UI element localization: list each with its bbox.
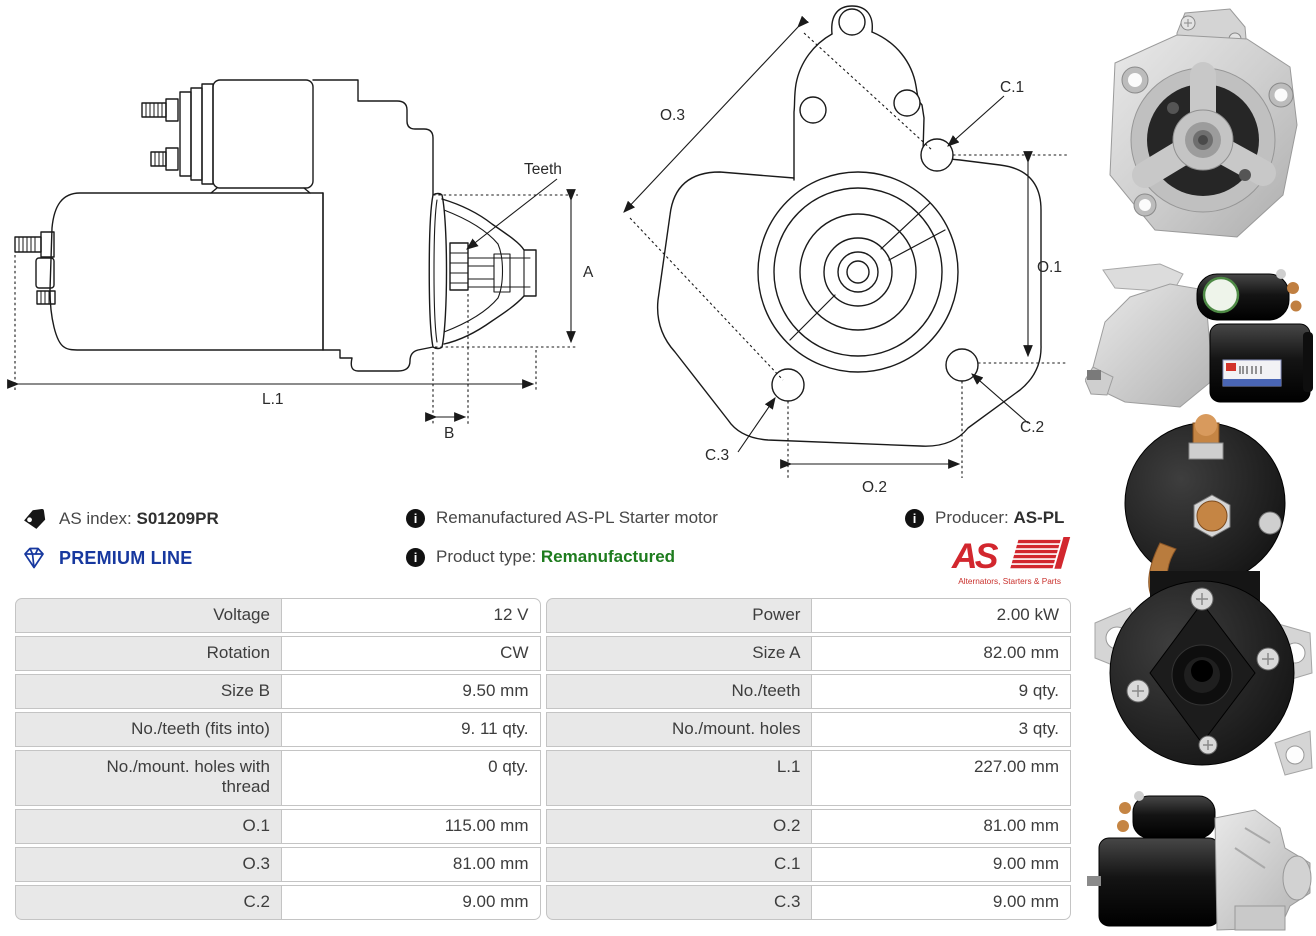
spec-label: L.1	[546, 750, 813, 806]
svg-text:i: i	[413, 510, 418, 526]
starter-side-view-diagram	[0, 0, 620, 470]
product-description: Remanufactured AS-PL Starter motor	[436, 508, 718, 527]
spec-value: 2.00 kW	[811, 598, 1071, 633]
dim-label-teeth: Teeth	[524, 161, 562, 178]
info-icon	[406, 548, 425, 567]
table-row	[546, 885, 1072, 920]
table-row	[546, 636, 1072, 671]
spec-label: C.1	[546, 847, 813, 882]
spec-value: 9 qty.	[811, 674, 1071, 709]
table-row	[546, 847, 1072, 882]
spec-label: C.3	[546, 885, 813, 920]
spec-label: No./mount. holes with thread	[15, 750, 282, 806]
product-photo-front[interactable]	[1085, 5, 1315, 265]
premium-line-row	[20, 545, 192, 571]
table-row	[546, 598, 1072, 633]
spec-value: 81.00 mm	[811, 809, 1071, 844]
spec-value: 0 qty.	[281, 750, 541, 806]
producer-value: AS-PL	[1013, 508, 1065, 527]
spec-value: 9.00 mm	[811, 847, 1071, 882]
svg-text:i: i	[413, 549, 418, 565]
producer-label: Producer:	[935, 508, 1009, 527]
spec-label: No./mount. holes	[546, 712, 813, 747]
spec-value: 115.00 mm	[281, 809, 541, 844]
dim-label-c2: C.2	[1020, 419, 1045, 436]
spec-table-left	[15, 598, 541, 920]
spec-table-right	[546, 598, 1072, 920]
svg-text:i: i	[912, 510, 917, 526]
spec-label: Size B	[15, 674, 282, 709]
spec-value: 81.00 mm	[281, 847, 541, 882]
table-row	[15, 885, 541, 920]
dim-label-a: A	[583, 264, 594, 281]
table-row	[546, 809, 1072, 844]
dim-label-b: B	[444, 425, 455, 442]
description-row	[406, 508, 718, 528]
spec-label: Rotation	[15, 636, 282, 671]
spec-label: Voltage	[15, 598, 282, 633]
dim-label-o2: O.2	[862, 479, 887, 496]
product-type-value: Remanufactured	[540, 547, 676, 566]
table-row	[15, 598, 541, 633]
spec-label: Size A	[546, 636, 813, 671]
as-index-label: AS index:	[59, 509, 132, 528]
diamond-icon	[20, 545, 48, 571]
product-photo-rear[interactable]	[1090, 413, 1315, 793]
producer-row	[905, 508, 1064, 528]
as-pl-logo	[950, 536, 1075, 595]
table-row	[546, 674, 1072, 709]
spec-value: 9. 11 qty.	[281, 712, 541, 747]
product-photo-side[interactable]	[1085, 262, 1315, 432]
as-index-row	[22, 506, 219, 532]
dim-label-c1: C.1	[1000, 79, 1025, 96]
table-row	[15, 750, 541, 806]
tag-icon	[22, 506, 48, 532]
info-icon	[406, 509, 425, 528]
spec-label: No./teeth (fits into)	[15, 712, 282, 747]
dim-label-o3: O.3	[660, 107, 685, 124]
table-row	[15, 712, 541, 747]
spec-label: O.2	[546, 809, 813, 844]
spec-value: CW	[281, 636, 541, 671]
spec-label: C.2	[15, 885, 282, 920]
spec-value: 9.00 mm	[811, 885, 1071, 920]
spec-label: O.1	[15, 809, 282, 844]
spec-value: 3 qty.	[811, 712, 1071, 747]
info-icon	[905, 509, 924, 528]
logo-tagline: Alternators, Starters & Parts	[958, 577, 1061, 587]
dim-label-o1: O.1	[1037, 259, 1062, 276]
as-index-value: S01209PR	[136, 509, 219, 528]
table-row	[15, 636, 541, 671]
product-type-row	[406, 547, 675, 567]
spec-value: 12 V	[281, 598, 541, 633]
premium-line-label: PREMIUM LINE	[59, 547, 193, 568]
starter-front-view-diagram	[600, 0, 1080, 500]
spec-value: 227.00 mm	[811, 750, 1071, 806]
product-type-label: Product type:	[436, 547, 537, 566]
dim-label-c3: C.3	[705, 447, 730, 464]
logo-text: AS	[951, 536, 996, 576]
spec-value: 9.00 mm	[281, 885, 541, 920]
spec-table	[15, 598, 1071, 920]
table-row	[546, 750, 1072, 806]
spec-label: Power	[546, 598, 813, 633]
table-row	[546, 712, 1072, 747]
product-photo-side-2[interactable]	[1085, 788, 1315, 936]
table-row	[15, 847, 541, 882]
table-row	[15, 809, 541, 844]
dim-label-l1: L.1	[262, 391, 284, 408]
spec-label: O.3	[15, 847, 282, 882]
spec-value: 82.00 mm	[811, 636, 1071, 671]
spec-value: 9.50 mm	[281, 674, 541, 709]
table-row	[15, 674, 541, 709]
spec-label: No./teeth	[546, 674, 813, 709]
